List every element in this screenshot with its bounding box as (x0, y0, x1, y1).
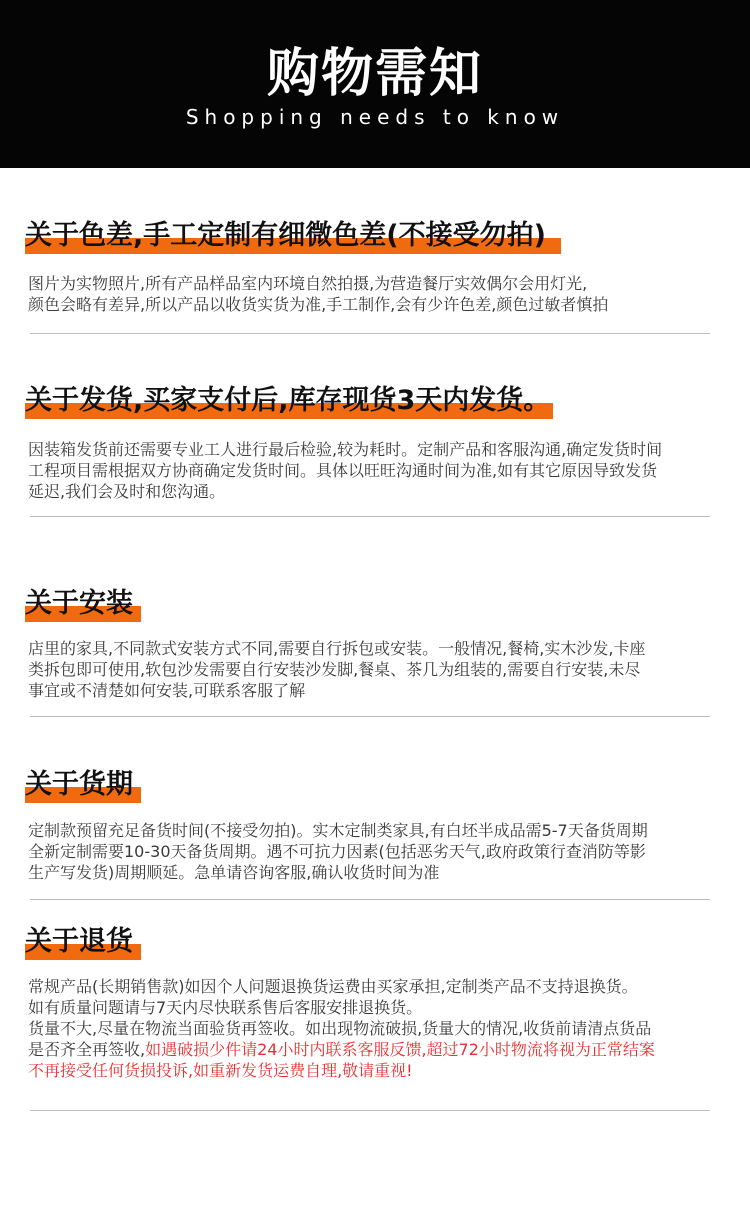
body-line: 常规产品(长期销售款)如因个人问题退换货运费由买家承担,定制类产品不支持退换货。 (28, 977, 638, 996)
section-heading-wrap (25, 383, 552, 419)
section-divider (30, 899, 710, 900)
warning-text: 不再接受任何货损投诉,如重新发货运费自理,敬请重视! (28, 1061, 413, 1080)
section-body (28, 638, 728, 701)
body-line: 图片为实物照片,所有产品样品室内环境自然拍摄,为营造餐厅实效偶尔会用灯光, (28, 274, 588, 293)
body-line: 延迟,我们会及时和您沟通。 (28, 482, 226, 501)
body-line: 类拆包即可使用,软包沙发需要自行安装沙发脚,餐桌、茶几为组装的,需要自行安装,未尽 (28, 660, 641, 679)
section-body (28, 439, 728, 502)
body-line (28, 1039, 728, 1060)
body-line: 事宜或不清楚如何安装,可联系客服了解 (28, 681, 306, 700)
section-heading-wrap (25, 586, 135, 622)
section-heading-wrap (25, 218, 548, 254)
section-divider (30, 333, 710, 334)
body-line: 定制款预留充足备货时间(不接受勿拍)。实木定制类家具,有白坯半成品需5-7天备货周期 (28, 821, 648, 840)
page-subtitle: Shopping needs to know (185, 105, 565, 129)
section-divider (30, 716, 710, 717)
section-heading: 关于安装 (25, 588, 133, 619)
body-text: 是否齐全再签收, (28, 1040, 146, 1059)
body-line: 店里的家具,不同款式安装方式不同,需要自行拆包或安装。一般情况,餐椅,实木沙发,卡座 (28, 639, 646, 658)
body-line: 因装箱发货前还需要专业工人进行最后检验,较为耗时。定制产品和客服沟通,确定发货时间 (28, 440, 663, 459)
section-heading-wrap (25, 767, 135, 803)
section-heading: 关于发货,买家支付后,库存现货3天内发货。 (25, 385, 551, 416)
warning-text: 如遇破损少件请24小时内联系客服反馈,超过72小时物流将视为正常结案 (145, 1040, 655, 1059)
body-line: 货量不大,尽量在物流当面验货再签收。如出现物流破损,货量大的情况,收货前请清点货品 (28, 1019, 652, 1038)
body-line: 工程项目需根据双方协商确定发货时间。具体以旺旺沟通时间为准,如有其它原因导致发货 (28, 461, 658, 480)
body-line: 如有质量问题请与7天内尽快联系售后客服安排退换货。 (28, 998, 423, 1017)
section-heading-wrap (25, 924, 135, 960)
body-line: 全新定制需要10-30天备货周期。遇不可抗力因素(包括恶劣天气,政府政策行查消防等影 (28, 842, 646, 861)
page-title: 购物需知 (266, 44, 483, 104)
section-body (28, 820, 728, 883)
section-divider (30, 516, 710, 517)
section-heading: 关于退货 (25, 926, 133, 957)
page-header (0, 0, 750, 168)
section-heading: 关于货期 (25, 769, 133, 800)
section-body (28, 273, 728, 315)
body-line: 生产写发货)周期顺延。急单请咨询客服,确认收货时间为准 (28, 863, 440, 882)
section-heading: 关于色差,手工定制有细微色差(不接受勿拍) (25, 220, 546, 251)
body-line: 颜色会略有差异,所以产品以收货实货为准,手工制作,会有少许色差,颜色过敏者慎拍 (28, 295, 609, 314)
section-body (28, 976, 728, 1081)
section-divider (30, 1110, 710, 1111)
